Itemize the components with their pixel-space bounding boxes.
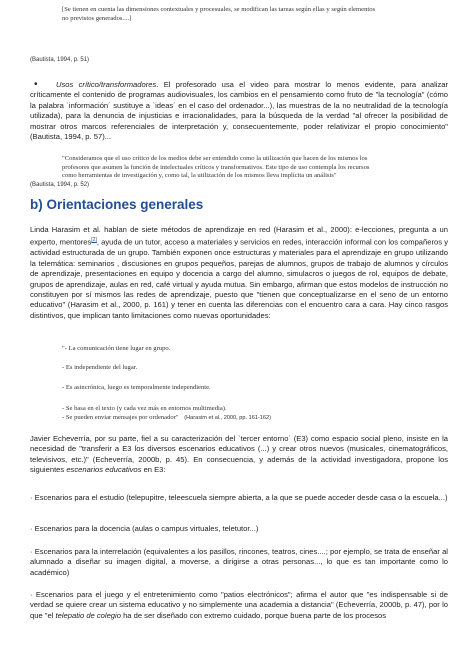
- echeverria-italic: escenarios educativos: [66, 465, 142, 475]
- harasim-text-a: Linda Harasim et al. hablan de siete métodos de aprendizaje en red (Harasim et al., 2000): e-lecciones, pregunta a un experto, mentores: [30, 225, 448, 247]
- scenario-interrelation: · Escenarios para la interrelación (equivalentes a los pasillos, rincones, teatros, cines....; por ejemplo, se trata de enseñar al alumnado a diseñar su imagen digital, a moverse, a dirigirse a otras personas..., lo que es tan importante como lo académico): [30, 547, 448, 577]
- scenario-study: · Escenarios para el estudio (telepupitre, teleescuela siempre abierta, a la que se puede acceder desde casa o la escuela...): [30, 493, 448, 502]
- features-item-5-text: - Se pueden enviar mensajes por ordenador": [62, 414, 179, 421]
- features-item-3: - Es asincrónica, luego es temporalmente independiente.: [62, 384, 211, 391]
- bullet-lead: Usos crítico/transformadores: [56, 80, 157, 89]
- scenario-game: [30, 590, 448, 621]
- scenario-game-text-b: ha de ser diseñado con extremo cuidado, porque buena parte de los procesos: [120, 610, 387, 620]
- harasim-paragraph: [30, 225, 448, 321]
- features-citation: (Harasim et al., 2000, pp. 161-162): [184, 415, 271, 421]
- critical-use-quote-line-3: como herramientas de investigación y, como tal, la utilización de los mismos lleva implícita un análisis": [62, 172, 337, 180]
- section-heading: b) Orientaciones generales: [30, 197, 204, 212]
- echeverria-text-b: en E3:: [141, 465, 166, 475]
- scenario-teaching: · Escenarios para la docencia (aulas o campus virtuales, teletutor...): [30, 524, 259, 533]
- features-item-1: "- La comunicación tiene lugar en grupo.: [62, 345, 171, 352]
- echeverria-paragraph: [30, 434, 448, 476]
- critical-use-quote: [62, 155, 462, 181]
- footnote-link[interactable]: [2]: [91, 237, 97, 244]
- critical-use-quote-citation: (Bautista, 1994, p. 52): [30, 182, 90, 188]
- bullet-text: . El profesorado usa el video para mostrar lo menos evidente, para analizar críticamente el contenido de programas audiovisuales, los cambios en el pensamiento como fruto de "la tecnología" (cómo la palabra `información´ sustituye a `ideas´ en el caso del ordenador...), las muestras de la no neutralidad de la tecnología utilizada), para la denuncia de injusticias e irracionalidades, para la búsqueda de la verdad "al ofrecer la posibilidad de mostrar otros marcos referenciales de interpretación y, consecuentemente, poder relativizar el propio conocimiento" (Bautista, 1994, p. 57)...: [30, 80, 449, 142]
- top-quote-line-1: [Se tienen en cuenta las dimensiones contextuales y procesuales, se modifican las tareas según ellas y según elementos: [62, 6, 376, 13]
- bullet-paragraph: [30, 80, 448, 142]
- scenario-game-italic: telepatio de colegio: [55, 610, 121, 620]
- bullet-dot: •: [34, 79, 38, 90]
- harasim-text-b: , ayuda de un tutor, acceso a materiales y servicios en redes, interacción informal con los compañeros y actividad estructurada de un grupo. También exponen once estructuras y materiales para el aprendizaje en grupo utilizando la telemática: seminarios , discusiones en grupos pequeños, parejas de alumnos, grupos de trabajo de alumnos y círculos de aprendizaje, presentaciones en equipo y docencia a cargo del alumno, simulacros o juegos de rol, equipos de debate, grupos de aprendizaje, aulas en red, café virtual y ayuda mutua. Sin embargo, afirman que estos modelos de instrucción no constituyen por sí mismos las redes de aprendizaje, puesto que "tienen que conceptualizarse en el seno de un entorno educativo" (Harasim et al., 2000, p. 161) y tener en cuenta las diferencias con el encuentro cara a cara. Hay cinco rasgos distintivos, que implican tanto limitaciones como nuevas oportunidades:: [30, 237, 448, 320]
- features-item-4: - Se basa en el texto (y cada vez más en entornos multimedia).: [62, 405, 227, 412]
- top-quote-line-2: no previstos generados....]: [62, 14, 132, 22]
- features-item-5: [62, 414, 452, 423]
- critical-use-quote-line-1: "Consideramos que el uso crítico de los medios debe ser entendido como la utilización que hacen de los mismos los: [62, 155, 368, 162]
- critical-use-quote-line-2: profesores que asumen la función de intelectuales críticos y transformativos. Este tipo de uso contempla los recursos: [62, 163, 370, 171]
- scenario-game-text-a: · Escenarios para el juego y el entretenimiento como "patios electrónicos"; afirma el autor que "es indispensable si de verdad se quiere crear un sistema educativo y no simplemente una academia a distancia" (Echeverría, 2000b, p. 47), por lo que "el: [30, 590, 448, 620]
- top-quote-citation: (Bautista, 1994, p. 51): [30, 57, 90, 63]
- echeverria-text-a: Javier Echeverría, por su parte, fiel a su caracterización del `tercer entorno´ (E3) como espacio social pleno, insiste en la necesidad de "transferir a E3 los diversos escenarios educativos (...) y crear otros nuevos (musicales, cinematográficos, televisivos, etc.)" (Echeverría, 2000b, p. 45). En consecuencia, y además de la actividad investigadora, propone los siguientes: [30, 434, 448, 475]
- features-item-2: - Es independiente del lugar.: [62, 364, 138, 371]
- top-quote: [62, 6, 462, 23]
